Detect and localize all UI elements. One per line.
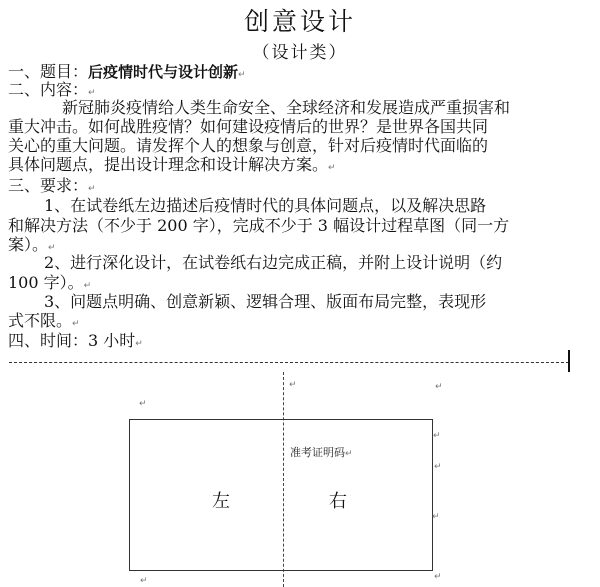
section-3-label-text: 三、要求：: [8, 176, 89, 195]
paragraph-mark: ↵: [432, 512, 440, 522]
requirement-line-2: 和解决方法（不少于 200 字），完成不少于 3 幅设计过程草图（同一方: [8, 216, 510, 235]
section-4-label: 四、时间：: [8, 331, 89, 350]
requirement-line-4: 2、进行深化设计，在试卷纸右边完成正稿，并附上设计说明（约: [44, 253, 503, 272]
exam-number-text: 准考证明码: [290, 446, 345, 459]
paragraph-mark: ↵: [328, 163, 336, 173]
content-line-4: [8, 155, 336, 178]
paper-layout-box: [129, 419, 433, 571]
right-label: 右: [329, 491, 347, 512]
requirement-line-6: 3、问题点明确、创意新颖、逻辑合理、版面布局完整，表现形: [44, 292, 487, 311]
paragraph-mark: ↵: [83, 281, 92, 291]
requirement-line-1: 1、在试卷纸左边描述后疫情时代的具体问题点，以及解决思路: [44, 196, 487, 215]
paragraph-mark: ↵: [435, 382, 443, 392]
paragraph-mark: ↵: [238, 70, 246, 80]
content-line-2: 重大冲击。如何战胜疫情？如何建设疫情后的世界？是世界各国共同: [8, 117, 489, 136]
section-4: [8, 331, 143, 354]
requirement-line-5-text: 100 字）。: [8, 273, 84, 292]
document-subtitle: （设计类）: [252, 43, 348, 63]
paragraph-mark: ↵: [88, 88, 96, 98]
document-title: 创意设计: [243, 7, 356, 36]
section-1-label: 一、题目：: [8, 62, 89, 81]
time-value: 3 小时: [88, 331, 136, 350]
paragraph-mark: ↵: [88, 184, 96, 194]
topic-value: 后疫情时代与设计创新: [88, 63, 239, 81]
paragraph-mark: ↵: [48, 243, 56, 253]
paragraph-mark: ↵: [289, 380, 297, 390]
section-2-label-text: 二、内容：: [8, 80, 89, 99]
content-line-3: 关心的重大问题。请发挥个人的想象与创意，针对后疫情时代面临的: [8, 136, 489, 155]
paragraph-mark: ↵: [139, 399, 147, 409]
paragraph-mark: ↵: [433, 431, 441, 441]
left-label: 左: [212, 491, 230, 512]
text-cursor: [568, 350, 570, 372]
content-line-4-text: 具体问题点，提出设计理念和设计解决方案。: [8, 155, 329, 174]
paragraph-mark: ↵: [140, 576, 148, 586]
paragraph-mark: ↵: [345, 449, 353, 459]
content-line-1: 新冠肺炎疫情给人类生命安全、全球经济和发展造成严重损害和: [62, 98, 511, 117]
exam-number-label: [290, 444, 353, 460]
requirement-line-3-text: 案）。: [8, 235, 49, 254]
paragraph-mark: ↵: [434, 462, 442, 472]
paragraph-mark: ↵: [72, 319, 80, 329]
dashed-separator: [9, 362, 569, 363]
requirement-line-7-text: 式不限。: [8, 311, 73, 330]
paragraph-mark: ↵: [135, 339, 143, 349]
paragraph-mark: ↵: [434, 572, 442, 582]
